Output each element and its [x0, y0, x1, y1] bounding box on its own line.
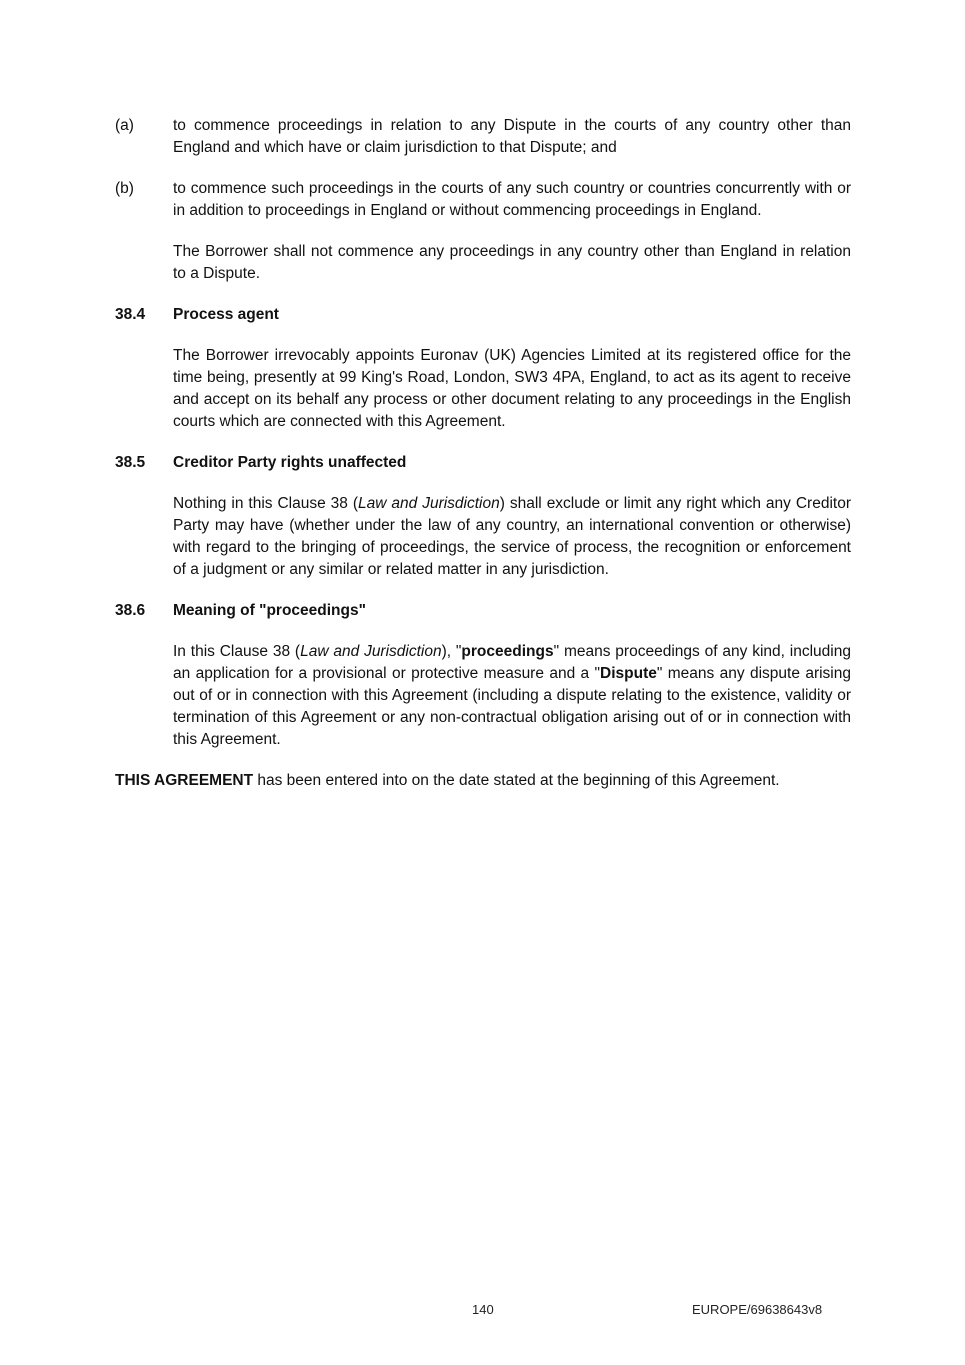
page-content — [115, 115, 851, 792]
document-reference: EUROPE/69638643v8 — [692, 1302, 823, 1317]
section-number: 38.6 — [115, 602, 146, 619]
body-text: In this Clause 38 ( — [173, 643, 301, 660]
section-body-38-4: The Borrower irrevocably appoints Euronav (UK) Agencies Limited at its registered office for the time being, presently at 99 King's Road, London, SW3 4PA, England, to act as its agent to receive and accept on its behalf any process or other document relating to any proceedings in the English courts which are connected with this Agreement. — [173, 347, 851, 430]
list-item-label: (a) — [115, 117, 134, 134]
defined-term-proceedings: proceedings — [461, 643, 554, 660]
defined-term-dispute: Dispute — [600, 665, 657, 682]
clause-title-italic: Law and Jurisdiction — [300, 643, 442, 660]
page-number: 140 — [472, 1302, 494, 1317]
borrower-paragraph: The Borrower shall not commence any proceedings in any country other than England in relation to a Dispute. — [173, 243, 851, 282]
body-text: Nothing in this Clause 38 ( — [173, 495, 359, 512]
section-title: Process agent — [173, 306, 279, 323]
body-text: " means any dispute arising out of or in connection with this Agreement (including a dispute relating to the existence, validity or termination of this Agreement or any non-contractual obligation arising out of or in connection with this Agreement. — [173, 665, 851, 748]
body-text: ), " — [441, 643, 462, 660]
closing-text: has been entered into on the date stated at the beginning of this Agreement. — [253, 772, 780, 789]
list-item-a — [115, 115, 851, 159]
body-text: ) shall exclude or limit any right which any Creditor Party may have (whether under the law of any country, an international convention or otherwise) with regard to the bringing of proceedings, the service of process, the recognition or enforcement of a judgment or any similar or related matter in any jurisdiction. — [173, 495, 851, 578]
section-number: 38.4 — [115, 306, 146, 323]
section-body-38-5 — [173, 493, 851, 581]
section-title: Creditor Party rights unaffected — [173, 454, 407, 471]
list-item-text: to commence proceedings in relation to any Dispute in the courts of any country other than England and which have or claim jurisdiction to that Dispute; and — [173, 117, 851, 156]
clause-title-italic: Law and Jurisdiction — [358, 495, 500, 512]
section-body-38-6 — [173, 641, 851, 751]
list-item-text: to commence such proceedings in the courts of any such country or countries concurrently with or in addition to proceedings in England or without commencing proceedings in England. — [173, 180, 851, 219]
body-text: " means proceedings of any kind, including an application for a provisional or protective measure and a " — [173, 643, 851, 682]
list-item-label: (b) — [115, 180, 134, 197]
list-item-b — [115, 178, 851, 222]
section-heading-38-4 — [115, 304, 851, 326]
section-title: Meaning of "proceedings" — [173, 602, 366, 619]
section-heading-38-5 — [115, 452, 851, 474]
closing-bold: THIS AGREEMENT — [115, 772, 254, 789]
section-heading-38-6 — [115, 600, 851, 622]
section-number: 38.5 — [115, 454, 146, 471]
closing-statement — [115, 770, 851, 792]
